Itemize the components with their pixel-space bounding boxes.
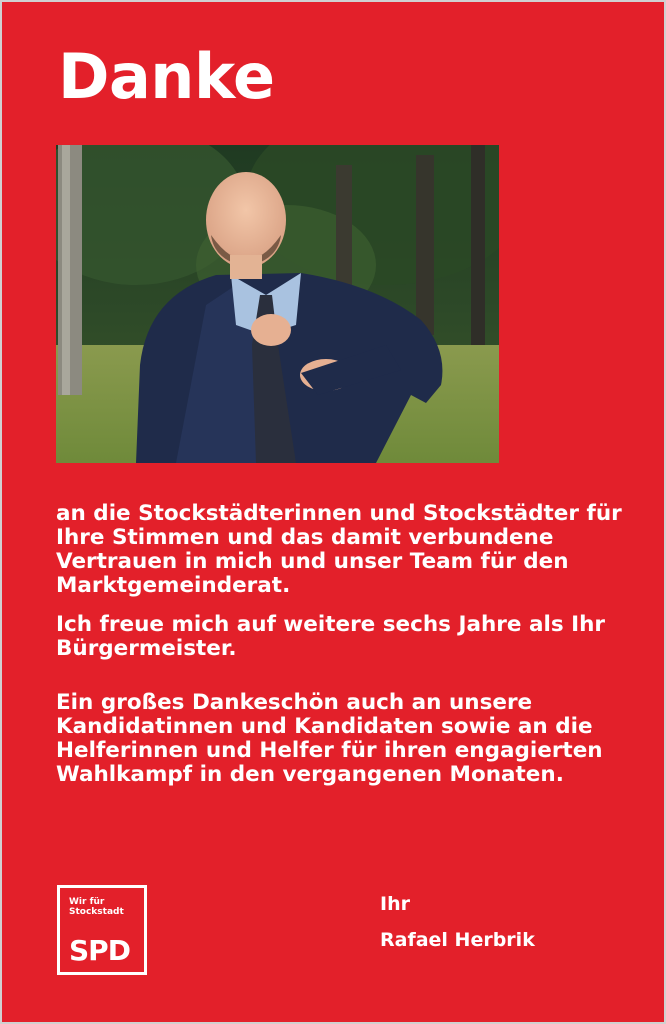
message-paragraph-2: Ich freue mich auf weitere sechs Jahre als Ihr Bürgermeister. <box>56 612 606 661</box>
spd-logo <box>57 885 147 975</box>
signature <box>380 886 535 958</box>
signature-name: Rafael Herbrik <box>380 929 535 951</box>
candidate-photo <box>56 145 499 463</box>
thank-you-message <box>56 502 636 787</box>
signature-greeting: Ihr <box>380 893 410 915</box>
message-paragraph-1: an die Stockstädterinnen und Stockstädter für Ihre Stimmen und das damit verbundene Vertrauen in mich und unser Team für den Marktgemeinderat. <box>56 501 622 598</box>
poster-title: Danke <box>58 40 275 113</box>
logo-wordmark: SPD <box>69 934 130 967</box>
message-paragraph-3: Ein großes Dankeschön auch an unsere Kandidatinnen und Kandidaten sowie an die Helferinnen und Helfer für ihren engagierten Wahlkampf in den vergangenen Monaten. <box>56 690 603 787</box>
logo-tagline: Wir für Stockstadt <box>69 897 124 917</box>
